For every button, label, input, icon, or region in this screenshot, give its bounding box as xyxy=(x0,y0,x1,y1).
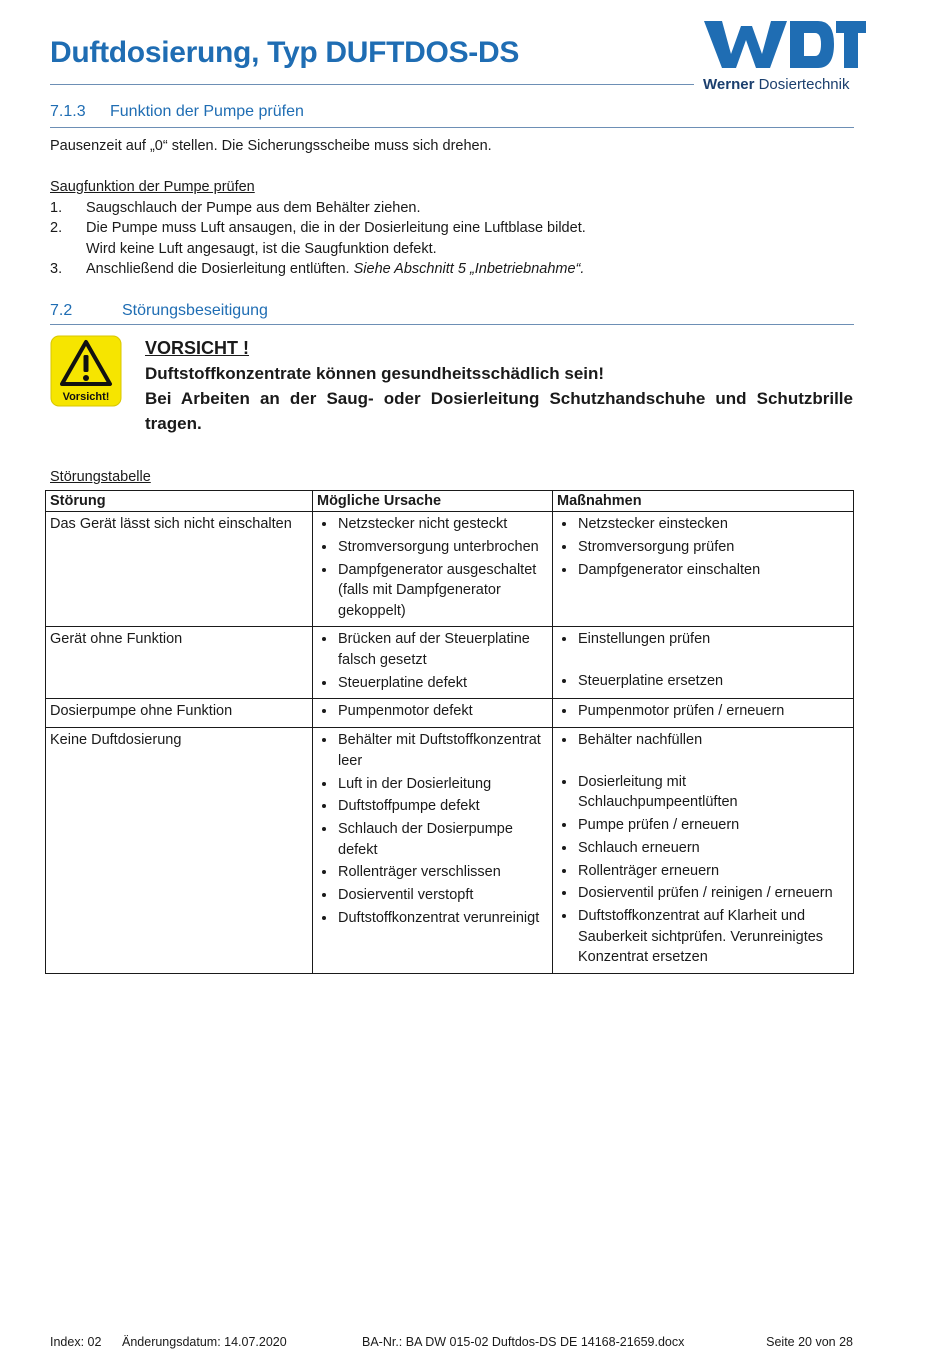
header-cause: Mögliche Ursache xyxy=(313,491,553,512)
section-heading-72: 7.2 Störungsbeseitigung xyxy=(50,302,268,319)
list-item: Rollenträger verschlissen xyxy=(317,862,548,883)
list-item: Einstellungen prüfen xyxy=(557,629,849,650)
cause-cell xyxy=(313,728,553,974)
list-item: Brücken auf der Steuerplatine falsch gesetzt xyxy=(317,629,548,670)
table-row xyxy=(46,627,854,699)
step-1: 1. Saugschlauch der Pumpe aus dem Behälter ziehen. xyxy=(50,200,421,216)
footer-index: Index: 02 xyxy=(50,1335,102,1349)
action-cell xyxy=(553,699,854,728)
list-item: Dampfgenerator ausgeschaltet (falls mit Dampfgenerator gekoppelt) xyxy=(317,560,548,622)
table-caption: Störungstabelle xyxy=(50,469,151,485)
footer-page-number: Seite 20 von 28 xyxy=(766,1335,853,1349)
suction-subheading: Saugfunktion der Pumpe prüfen xyxy=(50,179,255,195)
step-3: 3. Anschließend die Dosierleitung entlüften. Siehe Abschnitt 5 „Inbetriebnahme“. xyxy=(50,261,585,277)
header-rule xyxy=(50,84,694,85)
step-2: 2. Die Pumpe muss Luft ansaugen, die in der Dosierleitung eine Luftblase bildet. xyxy=(50,220,586,236)
list-item: Duftstoffpumpe defekt xyxy=(317,796,548,817)
cause-cell xyxy=(313,699,553,728)
list-item: Steuerplatine defekt xyxy=(317,673,548,694)
table-header-row xyxy=(46,491,854,512)
list-item: Luft in der Dosierleitung xyxy=(317,774,548,795)
list-item: Stromversorgung unterbrochen xyxy=(317,537,548,558)
list-item: Dosierventil prüfen / reinigen / erneuern xyxy=(557,883,849,904)
list-item: Dampfgenerator einschalten xyxy=(557,560,849,581)
warning-icon-label: Vorsicht! xyxy=(62,391,110,403)
section-heading-713: 7.1.3 Funktion der Pumpe prüfen xyxy=(50,103,304,120)
logo-subtitle: Werner Dosiertechnik xyxy=(703,76,850,93)
cause-cell xyxy=(313,512,553,627)
warning-line-2: Bei Arbeiten an der Saug- oder Dosierleitung Schutzhandschuhe und Schutzbrille tragen. xyxy=(145,389,853,433)
table-row xyxy=(46,512,854,627)
action-cell xyxy=(553,728,854,974)
header-fault: Störung xyxy=(46,491,313,512)
list-item: Dosierleitung mit Schlauchpumpeentlüften xyxy=(557,772,849,813)
warning-block xyxy=(145,336,853,436)
fault-cell: Gerät ohne Funktion xyxy=(46,627,313,699)
section-rule-713 xyxy=(50,127,854,128)
list-item: Netzstecker nicht gesteckt xyxy=(317,514,548,535)
step-2-continuation: Wird keine Luft angesaugt, ist die Saugfunktion defekt. xyxy=(86,241,437,257)
list-item: Schlauch der Dosierpumpe defekt xyxy=(317,819,548,860)
section-rule-72 xyxy=(50,324,854,325)
intro-text: Pausenzeit auf „0“ stellen. Die Sicherungsscheibe muss sich drehen. xyxy=(50,138,492,154)
cause-cell xyxy=(313,627,553,699)
list-item: Stromversorgung prüfen xyxy=(557,537,849,558)
list-item: Pumpe prüfen / erneuern xyxy=(557,815,849,836)
list-item: Steuerplatine ersetzen xyxy=(557,671,849,692)
footer-date: Änderungsdatum: 14.07.2020 xyxy=(122,1335,287,1349)
list-item: Rollenträger erneuern xyxy=(557,861,849,882)
table-row xyxy=(46,699,854,728)
header-action: Maßnahmen xyxy=(553,491,854,512)
action-cell xyxy=(553,627,854,699)
list-item: Duftstoffkonzentrat auf Klarheit und Sauberkeit sichtprüfen. Verunreinigtes Konzentrat ersetzen xyxy=(557,906,849,968)
footer-ba-number: BA-Nr.: BA DW 015-02 Duftdos-DS DE 14168-21659.docx xyxy=(362,1335,685,1349)
document-title: Duftdosierung, Typ DUFTDOS-DS xyxy=(50,36,520,69)
fault-cell: Das Gerät lässt sich nicht einschalten xyxy=(46,512,313,627)
list-item: Dosierventil verstopft xyxy=(317,885,548,906)
warning-icon xyxy=(50,335,122,407)
list-item: Duftstoffkonzentrat verunreinigt xyxy=(317,908,548,929)
list-item: Behälter nachfüllen xyxy=(557,730,849,751)
table-row xyxy=(46,728,854,974)
list-item: Netzstecker einstecken xyxy=(557,514,849,535)
list-item: Schlauch erneuern xyxy=(557,838,849,859)
warning-line-1: Duftstoffkonzentrate können gesundheitsschädlich sein! xyxy=(145,364,605,383)
list-item: Pumpenmotor prüfen / erneuern xyxy=(557,701,849,722)
fault-cell: Dosierpumpe ohne Funktion xyxy=(46,699,313,728)
action-cell xyxy=(553,512,854,627)
fault-table xyxy=(45,490,854,974)
warning-title: VORSICHT ! xyxy=(145,338,250,358)
fault-cell: Keine Duftdosierung xyxy=(46,728,313,974)
list-item: Pumpenmotor defekt xyxy=(317,701,548,722)
section-reference: Siehe Abschnitt 5 „Inbetriebnahme“. xyxy=(353,261,585,277)
list-item: Behälter mit Duftstoffkonzentrat leer xyxy=(317,730,548,771)
